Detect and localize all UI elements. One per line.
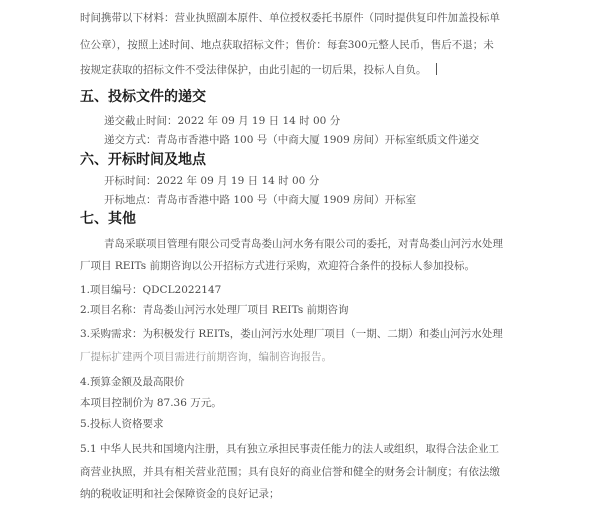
- intro-line-2: 位公章），按照上述时间、地点获取招标文件；售价：每套300元整人民币，售后不退；未: [80, 39, 494, 51]
- section-7-title: 七、其他: [80, 211, 136, 227]
- qualification-5-1-line-3: 纳的税收证明和社会保障资金的良好记录；: [80, 488, 280, 500]
- section-5-title: 五、投标文件的递交: [80, 89, 206, 105]
- opening-place: 开标地点：青岛市香港中路 100 号（中商大厦 1909 房间）开标室: [104, 194, 417, 206]
- other-paragraph-line-1: 青岛采联项目管理有限公司受青岛娄山河水务有限公司的委托，对青岛娄山河污水处理: [104, 238, 503, 250]
- section-6-title: 六、开标时间及地点: [80, 152, 206, 168]
- other-paragraph-line-2: 厂项目 REITs 前期咨询以公开招标方式进行采购，欢迎符合条件的投标人参加投标。: [80, 260, 476, 272]
- budget-value: 本项目控制价为 87.36 万元。: [80, 397, 222, 409]
- qualification-5-1-line-2: 商营业执照，并具有相关营业范围；具有良好的商业信誉和健全的财务会计制度；有依法缴: [80, 466, 500, 478]
- qualification-5-1-line-1: 5.1 中华人民共和国境内注册，具有独立承担民事责任能力的法人或组织，取得合法企业工: [80, 443, 500, 455]
- submission-method: 递交方式：青岛市香港中路 100 号（中商大厦 1909 房间）开标室纸质文件递交: [104, 134, 480, 146]
- opening-time: 开标时间：2022 年 09 月 19 日 14 时 00 分: [104, 175, 320, 187]
- submission-deadline: 递交截止时间：2022 年 09 月 19 日 14 时 00 分: [104, 115, 341, 127]
- project-number: 1.项目编号：QDCL2022147: [80, 284, 222, 296]
- intro-line-1: 时间携带以下材料：营业执照副本原件、单位授权委托书原件（同时提供复印件加盖投标单: [80, 12, 500, 24]
- procurement-need-line-1: 3.采购需求：为积极发行 REITs，娄山河污水处理厂项目（一期、二期）和娄山河污水处理: [80, 328, 503, 340]
- project-name: 2.项目名称：青岛娄山河污水处理厂项目 REITs 前期咨询: [80, 304, 349, 316]
- budget-heading: 4.预算金额及最高限价: [80, 376, 185, 388]
- procurement-need-line-2: 厂提标扩建两个项目需进行前期咨询，编制咨询报告。: [80, 351, 332, 363]
- text-cursor: [436, 63, 437, 75]
- qualification-heading: 5.投标人资格要求: [80, 418, 164, 430]
- intro-line-3: 按规定获取的招标文件不受法律保护，由此引起的一切后果，投标人自负。: [80, 64, 427, 76]
